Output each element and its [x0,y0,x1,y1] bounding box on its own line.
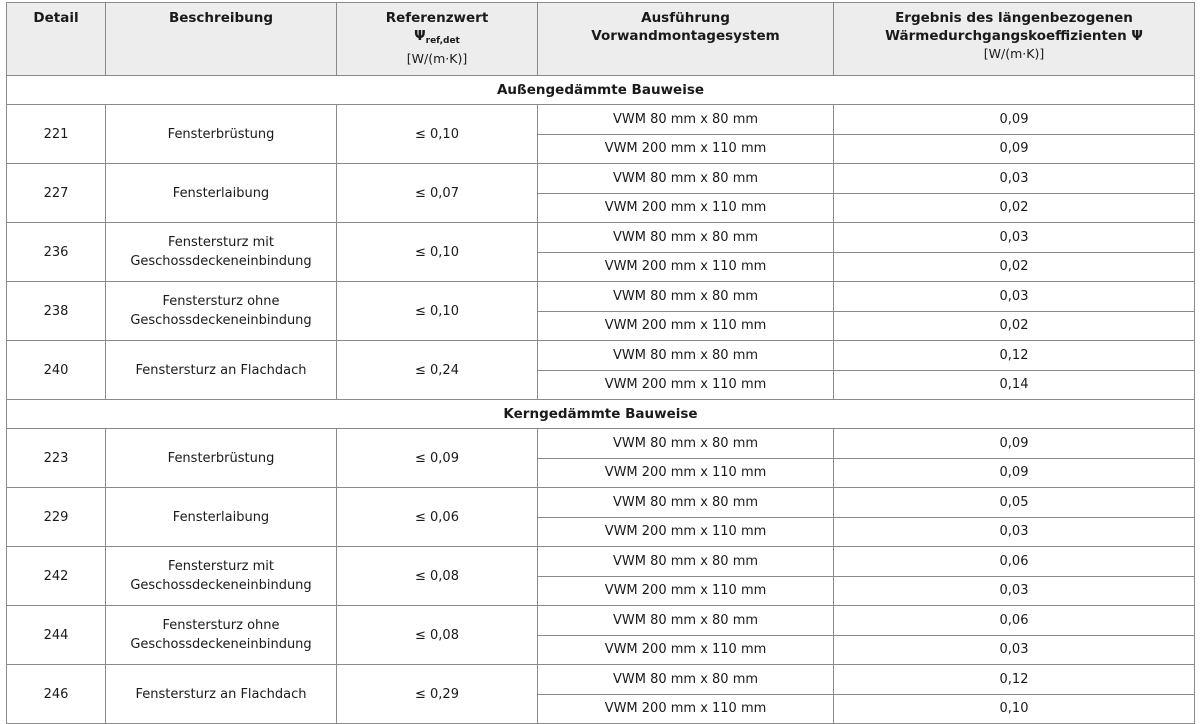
section-title: Kerngedämmte Bauweise [7,400,1195,429]
header-ergebnis [834,3,1195,76]
system-cell: VWM 80 mm x 80 mm [538,105,834,135]
reference-value-cell: ≤ 0,06 [337,488,538,547]
result-value-cell: 0,06 [834,547,1195,577]
system-cell: VWM 200 mm x 110 mm [538,694,834,724]
detail-cell: 223 [7,429,106,488]
result-value-cell: 0,06 [834,606,1195,636]
description-line-1: Fenstersturz ohne [162,294,280,309]
psi-value-table [6,2,1195,724]
description-cell [106,606,337,665]
description-cell [106,547,337,606]
system-cell: VWM 80 mm x 80 mm [538,429,834,459]
description-line-1: Fenstersturz an Flachdach [135,686,307,702]
result-value-cell: 0,09 [834,134,1195,164]
header-erg-unit: [W/(m·K)] [983,46,1045,61]
detail-cell: 229 [7,488,106,547]
header-ref-title: Referenzwert [385,10,489,26]
header-beschreibung: Beschreibung [106,3,337,76]
result-value-cell: 0,12 [834,665,1195,695]
table-row [7,105,1195,135]
result-value-cell: 0,09 [834,458,1195,488]
reference-value-cell: ≤ 0,10 [337,223,538,282]
result-value-cell: 0,12 [834,341,1195,371]
reference-value-cell: ≤ 0,07 [337,164,538,223]
result-value-cell: 0,10 [834,694,1195,724]
table-row [7,341,1195,371]
description-cell [106,488,337,547]
description-line-1: Fensterbrüstung [167,126,275,142]
description-cell [106,282,337,341]
header-ausfuehrung [538,3,834,76]
table-body [7,76,1195,724]
reference-value-cell: ≤ 0,29 [337,665,538,724]
description-cell [106,429,337,488]
description-line-1: Fenstersturz an Flachdach [135,362,307,378]
detail-cell: 240 [7,341,106,400]
description-line-2: Geschossdeckeneinbindung [130,578,312,593]
system-cell: VWM 80 mm x 80 mm [538,488,834,518]
header-ausf-line2: Vorwandmontagesystem [591,28,780,44]
header-ref-symbol: Ψ [414,28,426,44]
system-cell: VWM 200 mm x 110 mm [538,370,834,400]
reference-value-cell: ≤ 0,09 [337,429,538,488]
header-ref-unit: [W/(m·K)] [406,51,468,66]
result-value-cell: 0,14 [834,370,1195,400]
description-line-1: Fensterlaibung [172,185,270,201]
result-value-cell: 0,09 [834,429,1195,459]
reference-value-cell: ≤ 0,10 [337,282,538,341]
result-value-cell: 0,03 [834,517,1195,547]
table-row [7,606,1195,636]
table-row [7,282,1195,312]
description-line-1: Fenstersturz mit [168,235,274,250]
detail-cell: 221 [7,105,106,164]
result-value-cell: 0,03 [834,223,1195,253]
description-line-1: Fenstersturz ohne [162,618,280,633]
system-cell: VWM 200 mm x 110 mm [538,576,834,606]
result-value-cell: 0,03 [834,635,1195,665]
reference-value-cell: ≤ 0,08 [337,606,538,665]
result-value-cell: 0,02 [834,193,1195,223]
detail-cell: 238 [7,282,106,341]
result-value-cell: 0,03 [834,576,1195,606]
detail-cell: 227 [7,164,106,223]
section-row [7,76,1195,105]
result-value-cell: 0,05 [834,488,1195,518]
system-cell: VWM 200 mm x 110 mm [538,311,834,341]
table-row [7,488,1195,518]
system-cell: VWM 80 mm x 80 mm [538,223,834,253]
system-cell: VWM 80 mm x 80 mm [538,665,834,695]
reference-value-cell: ≤ 0,24 [337,341,538,400]
system-cell: VWM 200 mm x 110 mm [538,458,834,488]
header-erg-line2: Wärmedurchgangskoeffizienten Ψ [885,28,1143,44]
description-line-2: Geschossdeckeneinbindung [130,254,312,269]
system-cell: VWM 80 mm x 80 mm [538,164,834,194]
table-row [7,429,1195,459]
system-cell: VWM 80 mm x 80 mm [538,341,834,371]
description-cell [106,341,337,400]
table-header-row [7,3,1195,76]
description-line-1: Fensterlaibung [172,509,270,525]
system-cell: VWM 200 mm x 110 mm [538,635,834,665]
reference-value-cell: ≤ 0,08 [337,547,538,606]
description-cell [106,105,337,164]
detail-cell: 244 [7,606,106,665]
header-ref-subscript: ref,det [425,36,460,46]
description-line-2: Geschossdeckeneinbindung [130,313,312,328]
table-row [7,164,1195,194]
table-row [7,665,1195,695]
table-row [7,547,1195,577]
result-value-cell: 0,03 [834,282,1195,312]
header-erg-line1: Ergebnis des längenbezogenen [895,10,1133,26]
system-cell: VWM 80 mm x 80 mm [538,547,834,577]
table-row [7,223,1195,253]
header-detail: Detail [7,3,106,76]
detail-cell: 242 [7,547,106,606]
system-cell: VWM 200 mm x 110 mm [538,517,834,547]
system-cell: VWM 80 mm x 80 mm [538,282,834,312]
system-cell: VWM 200 mm x 110 mm [538,252,834,282]
result-value-cell: 0,09 [834,105,1195,135]
description-line-1: Fenstersturz mit [168,559,274,574]
result-value-cell: 0,02 [834,252,1195,282]
reference-value-cell: ≤ 0,10 [337,105,538,164]
description-cell [106,223,337,282]
header-referenzwert [337,3,538,76]
system-cell: VWM 200 mm x 110 mm [538,134,834,164]
section-row [7,400,1195,429]
description-cell [106,164,337,223]
description-cell [106,665,337,724]
header-ausf-line1: Ausführung [641,10,730,26]
description-line-2: Geschossdeckeneinbindung [130,637,312,652]
detail-cell: 236 [7,223,106,282]
system-cell: VWM 200 mm x 110 mm [538,193,834,223]
section-title: Außengedämmte Bauweise [7,76,1195,105]
description-line-1: Fensterbrüstung [167,450,275,466]
result-value-cell: 0,03 [834,164,1195,194]
system-cell: VWM 80 mm x 80 mm [538,606,834,636]
detail-cell: 246 [7,665,106,724]
result-value-cell: 0,02 [834,311,1195,341]
